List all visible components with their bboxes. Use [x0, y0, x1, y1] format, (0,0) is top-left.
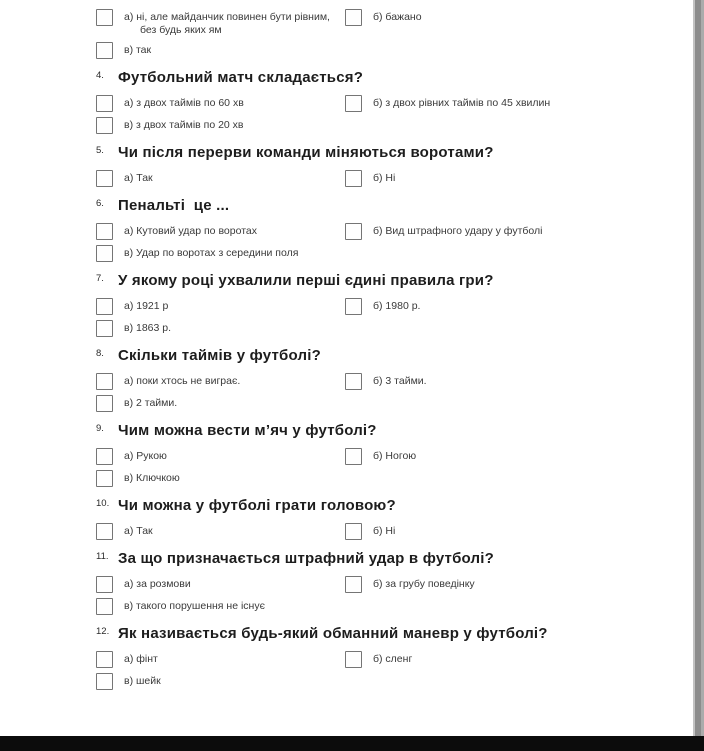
option — [345, 95, 550, 112]
question-title: За що призначається штрафний удар в футболі? — [118, 550, 494, 567]
option-label: а) Кутовий удар по воротах — [124, 225, 257, 237]
option-label: в) Удар по воротах з середини поля — [124, 247, 299, 259]
option-label: в) шейк — [124, 675, 161, 687]
question-block — [96, 422, 660, 487]
option — [345, 523, 399, 540]
option-checkbox[interactable] — [345, 170, 362, 187]
option-row — [96, 298, 660, 315]
question-number: 11. — [96, 551, 109, 562]
option-label: в) такого порушення не існує — [124, 600, 265, 612]
question-block — [96, 69, 660, 134]
question-block — [96, 497, 660, 540]
option-label: в) 1863 р. — [124, 322, 172, 334]
option — [96, 576, 345, 593]
option — [96, 470, 345, 487]
option-checkbox[interactable] — [345, 523, 362, 540]
option-label: а) з двох таймів по 60 хв — [124, 97, 244, 109]
option-row — [96, 448, 660, 465]
option-row — [96, 320, 660, 337]
option — [345, 9, 425, 26]
option — [345, 448, 420, 465]
question-number: 5. — [96, 145, 104, 156]
question-title: Скільки таймів у футболі? — [118, 347, 321, 364]
option-checkbox[interactable] — [96, 170, 113, 187]
option-label: б) з двох рівних таймів по 45 хвилин — [373, 97, 551, 109]
question-title: Футбольний матч складається? — [118, 69, 364, 86]
question-header — [96, 347, 660, 364]
option — [345, 223, 542, 240]
question-title: Чи після перерви команди міняються воротами? — [118, 144, 494, 161]
question-title: Як називається будь-який обманний маневр у футболі? — [118, 625, 548, 642]
option-label: а) Так — [124, 525, 153, 537]
option-label: а) ні, але майданчик повинен бути рівним, без будь яких ям — [124, 11, 330, 36]
option-label: б) 1980 р. — [373, 300, 421, 312]
option-checkbox[interactable] — [96, 373, 113, 390]
option-label: а) Так — [124, 172, 153, 184]
option — [96, 448, 345, 465]
option-row — [96, 651, 660, 668]
option-row — [96, 245, 660, 262]
question-block — [96, 197, 660, 262]
option — [96, 298, 345, 315]
option-checkbox[interactable] — [345, 576, 362, 593]
option-checkbox[interactable] — [96, 470, 113, 487]
option-checkbox[interactable] — [96, 245, 113, 262]
option-checkbox[interactable] — [345, 95, 362, 112]
bottom-bar — [0, 736, 704, 751]
option-checkbox[interactable] — [96, 42, 113, 59]
option-row — [96, 42, 660, 59]
question-header — [96, 625, 660, 642]
option-row — [96, 9, 660, 37]
option-label: б) Ногою — [373, 450, 417, 462]
question-block — [96, 272, 660, 337]
option-checkbox[interactable] — [96, 298, 113, 315]
option-label: б) Вид штрафного удару у футболі — [373, 225, 543, 237]
option-label: б) Ні — [373, 172, 396, 184]
option-checkbox[interactable] — [96, 673, 113, 690]
option-checkbox[interactable] — [96, 117, 113, 134]
option-label: б) 3 тайми. — [373, 375, 427, 387]
option-row — [96, 395, 660, 412]
question-title: Пенальті це ... — [118, 197, 230, 214]
option-label: в) 2 тайми. — [124, 397, 178, 409]
option-label: а) поки хтось не виграє. — [124, 375, 241, 387]
question-header — [96, 422, 660, 439]
question-number: 10. — [96, 498, 110, 509]
option-checkbox[interactable] — [96, 651, 113, 668]
option-row — [96, 373, 660, 390]
option-checkbox[interactable] — [96, 523, 113, 540]
option — [345, 373, 427, 390]
option-row — [96, 523, 660, 540]
question-header — [96, 497, 660, 514]
option-label: а) фінт — [124, 653, 158, 665]
question-title: У якому році ухвалили перші єдині правила гри? — [118, 272, 494, 289]
option — [96, 673, 345, 690]
option-checkbox[interactable] — [96, 223, 113, 240]
option-row — [96, 170, 660, 187]
option-label: а) Рукою — [124, 450, 167, 462]
option-row — [96, 117, 660, 134]
option — [345, 298, 420, 315]
option-checkbox[interactable] — [96, 9, 113, 26]
option — [96, 117, 345, 134]
option-checkbox[interactable] — [96, 598, 113, 615]
option-checkbox[interactable] — [345, 9, 362, 26]
option — [96, 95, 345, 112]
option — [345, 576, 475, 593]
option — [96, 651, 345, 668]
question-block — [96, 625, 660, 690]
option-label: а) за розмови — [124, 578, 191, 590]
option-label: б) за грубу поведінку — [373, 578, 475, 590]
option-row — [96, 470, 660, 487]
option — [96, 523, 345, 540]
question-header — [96, 550, 660, 567]
question-number: 8. — [96, 348, 104, 359]
option — [96, 42, 345, 59]
question-number: 7. — [96, 273, 104, 284]
option-checkbox[interactable] — [345, 448, 362, 465]
option-label: а) 1921 р — [124, 300, 169, 312]
option-label: б) сленг — [373, 653, 413, 665]
option — [96, 373, 345, 390]
option — [96, 320, 345, 337]
option-checkbox[interactable] — [96, 95, 113, 112]
question-block — [96, 347, 660, 412]
option — [96, 170, 345, 187]
option-row — [96, 95, 660, 112]
option-checkbox[interactable] — [96, 448, 113, 465]
question-header — [96, 272, 660, 289]
scrollbar-strip[interactable] — [692, 0, 704, 751]
option-checkbox[interactable] — [96, 320, 113, 337]
question-title: Чи можна у футболі грати головою? — [118, 497, 396, 514]
question-block — [96, 550, 660, 615]
option-checkbox[interactable] — [96, 576, 113, 593]
option-label: б) бажано — [373, 11, 422, 23]
question-number: 6. — [96, 198, 104, 209]
option-label: в) Ключкою — [124, 472, 180, 484]
option-row — [96, 576, 660, 593]
question-number: 12. — [96, 626, 110, 637]
option — [96, 245, 345, 262]
question-header — [96, 144, 660, 161]
option-label: б) Ні — [373, 525, 396, 537]
option-checkbox[interactable] — [345, 298, 362, 315]
option — [96, 223, 345, 240]
option — [345, 170, 399, 187]
option — [96, 9, 345, 37]
option-label: в) з двох таймів по 20 хв — [124, 119, 244, 131]
option-row — [96, 223, 660, 240]
option — [345, 651, 416, 668]
option-row — [96, 598, 660, 615]
question-number: 9. — [96, 423, 104, 434]
option-label: в) так — [124, 44, 152, 56]
question-number: 4. — [96, 70, 104, 81]
option-checkbox[interactable] — [345, 651, 362, 668]
option-row — [96, 673, 660, 690]
question-block — [96, 144, 660, 187]
question-title: Чим можна вести м’яч у футболі? — [118, 422, 377, 439]
question-header — [96, 69, 660, 86]
option — [96, 395, 345, 412]
question-header — [96, 197, 660, 214]
option-checkbox[interactable] — [345, 223, 362, 240]
option-checkbox[interactable] — [345, 373, 362, 390]
option-checkbox[interactable] — [96, 395, 113, 412]
question-block — [96, 9, 660, 59]
option — [96, 598, 345, 615]
